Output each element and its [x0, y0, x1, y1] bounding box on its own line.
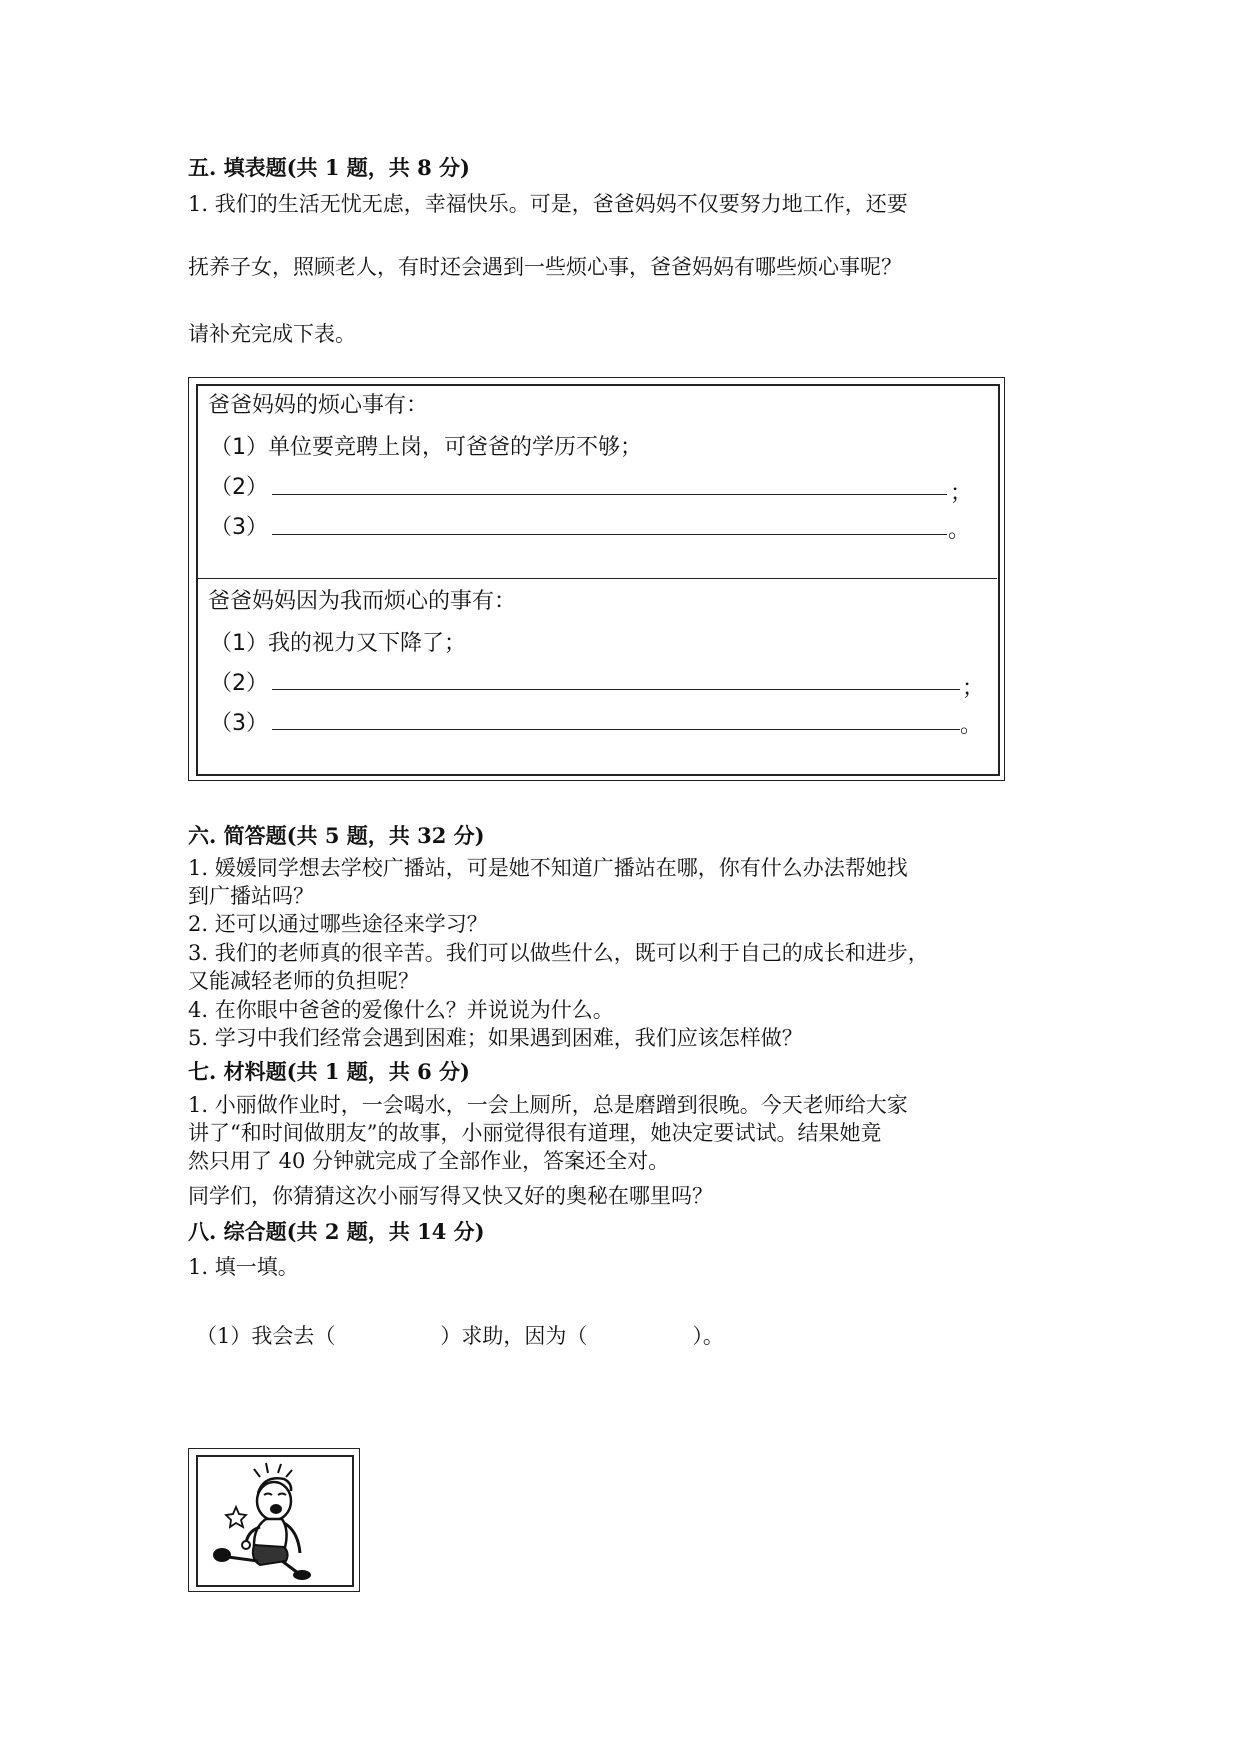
table-part1-item3-label: （3）	[210, 515, 268, 540]
answer-blank-line[interactable]	[272, 534, 947, 535]
question-text-line: 到广播站吗？	[188, 884, 314, 908]
section-heading-comprehensive: 八. 综合题(共 2 题，共 14 分)	[188, 1219, 485, 1244]
punctuation: 。	[948, 518, 971, 543]
answer-blank-line[interactable]	[272, 729, 960, 730]
table-part2-item1: （1）我的视力又下降了；	[210, 631, 466, 656]
question-text-line: 5. 学习中我们经常会遇到困难；如果遇到困难，我们应该怎样做？	[188, 1026, 803, 1050]
question-text-line: 2. 还可以通过哪些途径来学习？	[188, 912, 488, 936]
punctuation: 。	[960, 713, 983, 738]
fallen-child-icon	[198, 1457, 352, 1585]
question-text-line: 抚养子女，照顾老人，有时还会遇到一些烦心事，爸爸妈妈有哪些烦心事呢？	[188, 255, 902, 279]
section-heading-material: 七. 材料题(共 1 题，共 6 分)	[188, 1059, 470, 1084]
section-heading-fill-table: 五. 填表题(共 1 题，共 8 分)	[188, 155, 470, 180]
question-text-line: 讲了“和时间做朋友”的故事，小丽觉得很有道理，她决定要试试。结果她竟	[188, 1121, 882, 1145]
question-text-line: 1. 媛媛同学想去学校广播站，可是她不知道广播站在哪，你有什么办法帮她找	[188, 856, 908, 880]
punctuation: ；	[950, 481, 973, 506]
table-part1-item1: （1）单位要竞聘上岗，可爸爸的学历不够；	[210, 435, 642, 460]
question-text-line: 1. 小丽做作业时，一会喝水，一会上厕所，总是磨蹭到很晚。今天老师给大家	[188, 1093, 908, 1117]
worry-table-divider	[197, 578, 997, 579]
question-text-line: 4. 在你眼中爸爸的爱像什么？并说说为什么。	[188, 998, 614, 1022]
question-text-line: 然只用了 40 分钟就完成了全部作业，答案还全对。	[188, 1149, 670, 1173]
punctuation: ；	[962, 676, 985, 701]
question-text-line: 又能减轻老师的负担呢？	[188, 969, 419, 993]
answer-blank-line[interactable]	[272, 494, 947, 495]
fallen-child-illustration	[196, 1455, 354, 1587]
fill-in-sentence: （1）我会去（ ）求助，因为（ ）。	[196, 1324, 724, 1348]
section-heading-short-answer: 六. 简答题(共 5 题，共 32 分)	[188, 823, 485, 848]
question-text-line: 1. 填一填。	[188, 1255, 299, 1279]
table-part1-title: 爸爸妈妈的烦心事有：	[208, 393, 429, 418]
table-part1-item2-label: （2）	[210, 475, 268, 500]
table-part2-title: 爸爸妈妈因为我而烦心的事有：	[208, 589, 517, 614]
question-text-line: 请补充完成下表。	[188, 322, 356, 346]
question-text-line: 3. 我们的老师真的很辛苦。我们可以做些什么，既可以利于自己的成长和进步，	[188, 941, 929, 965]
question-text-line: 1. 我们的生活无忧无虑，幸福快乐。可是，爸爸妈妈不仅要努力地工作，还要	[188, 192, 908, 216]
table-part2-item2-label: （2）	[210, 671, 268, 696]
table-part2-item3-label: （3）	[210, 711, 268, 736]
question-text-line: 同学们，你猜猜这次小丽写得又快又好的奥秘在哪里吗？	[188, 1184, 713, 1208]
answer-blank-line[interactable]	[272, 689, 960, 690]
